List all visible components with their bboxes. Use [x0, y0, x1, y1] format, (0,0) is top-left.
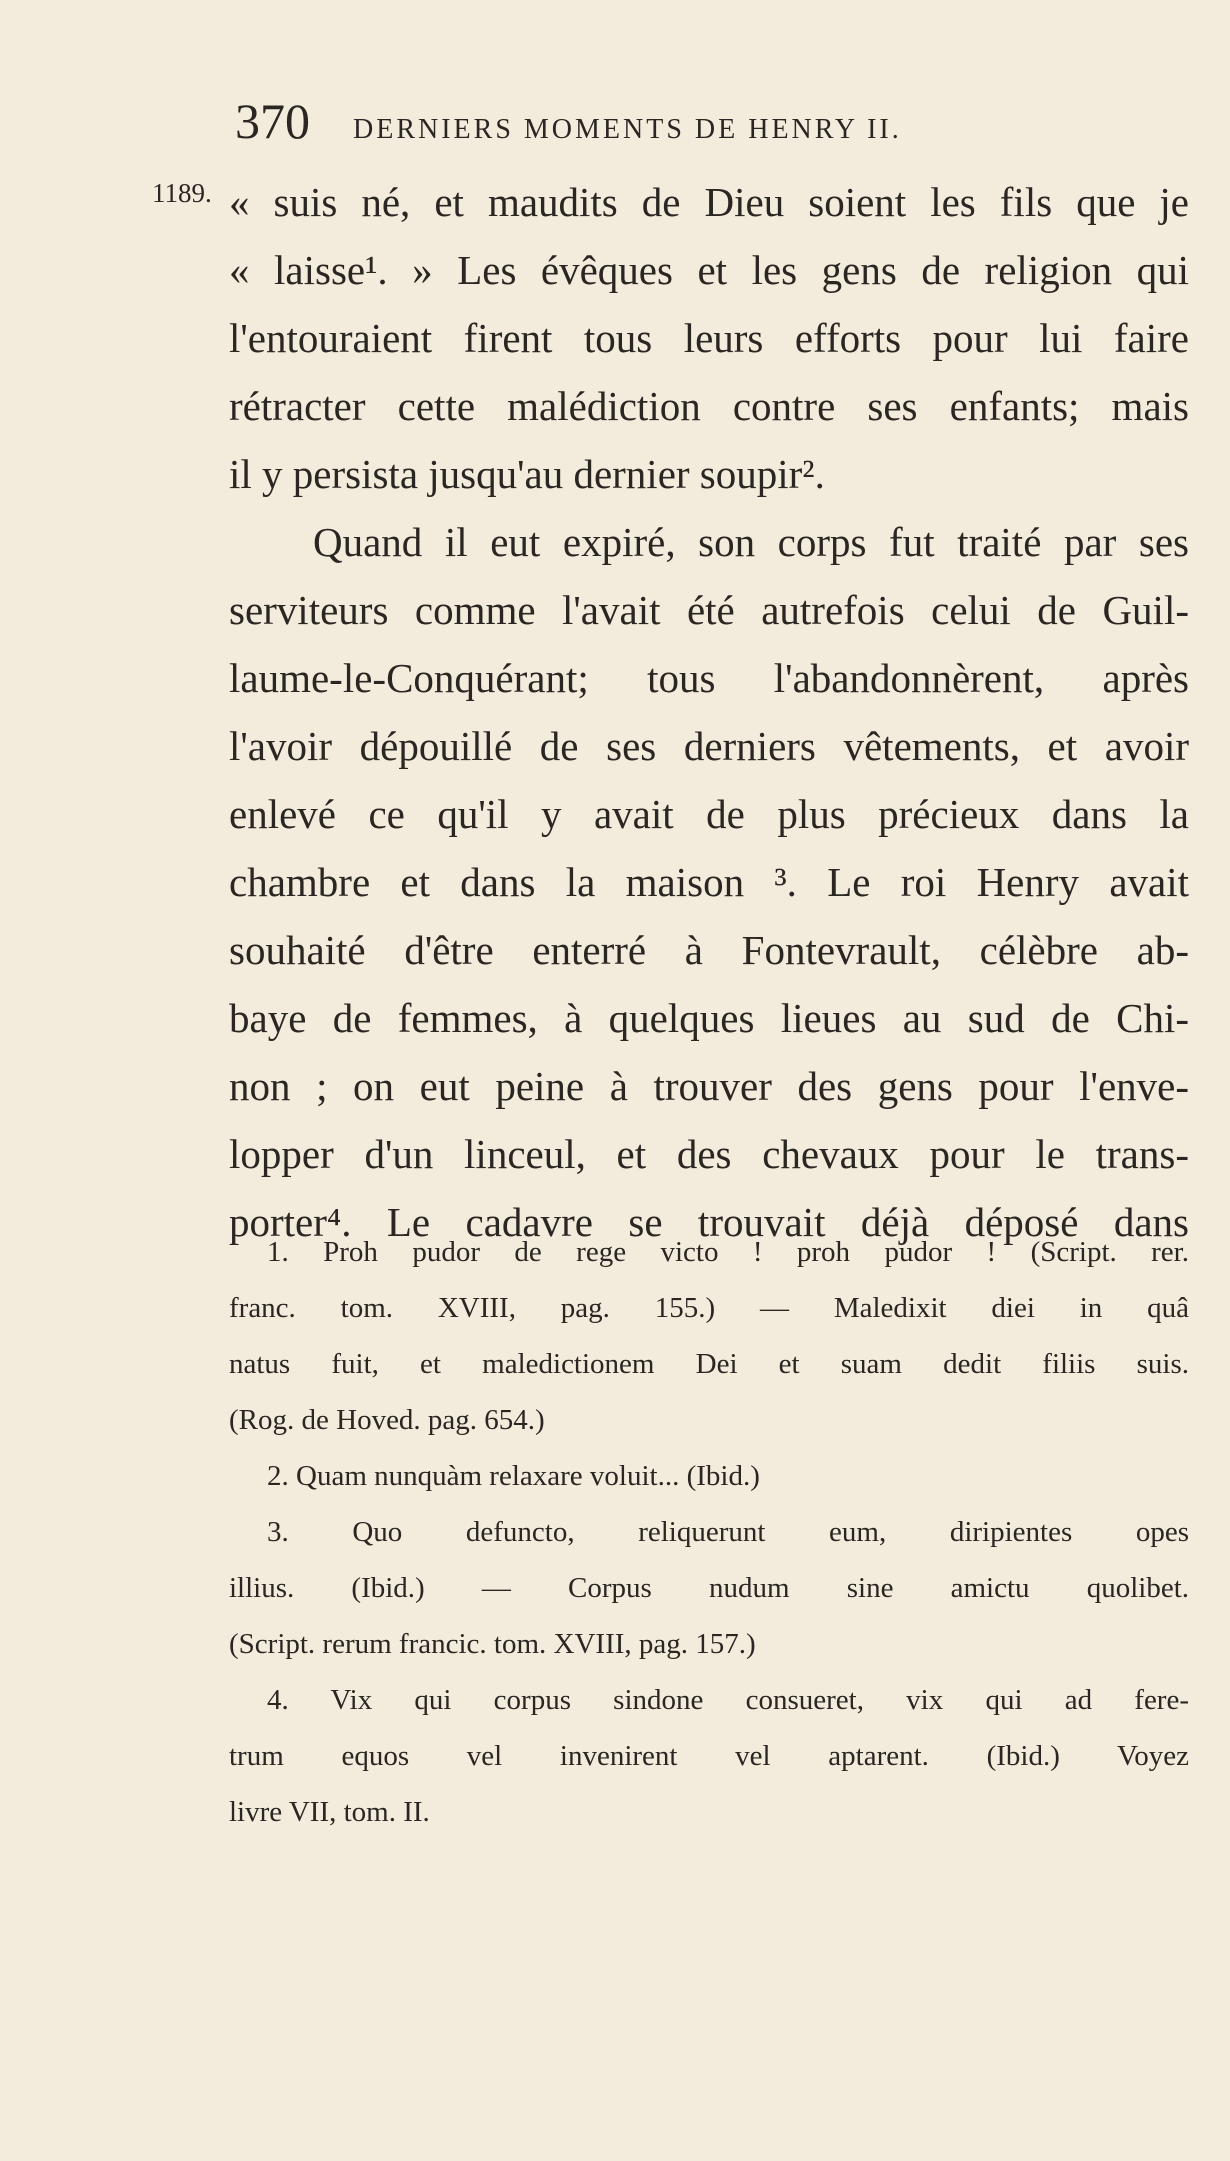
body-line: lopper d'un linceul, et des chevaux pour le trans- [229, 1131, 1189, 1177]
footnote-line: 1. Proh pudor de rege victo ! proh pudor ! (Script. rer. [267, 1236, 1189, 1268]
footnotes [229, 1224, 1189, 1840]
body-line: l'avoir dépouillé de ses derniers vêtements, et avoir [229, 723, 1189, 769]
body-line: serviteurs comme l'avait été autrefois celui de Guil- [229, 587, 1189, 633]
body-line: baye de femmes, à quelques lieues au sud de Chi- [229, 995, 1189, 1041]
footnote-line: illius. (Ibid.) — Corpus nudum sine amictu quolibet. [229, 1572, 1189, 1604]
footnote-line: 2. Quam nunquàm relaxare voluit... (Ibid.) [267, 1460, 760, 1492]
footnote-line: natus fuit, et maledictionem Dei et suam dedit filiis suis. [229, 1348, 1189, 1380]
page-header [235, 92, 1055, 152]
body-line: laume-le-Conquérant; tous l'abandonnèrent, après [229, 655, 1189, 701]
body-text [229, 168, 1189, 1256]
footnote-line: 3. Quo defuncto, reliquerunt eum, diripientes opes [267, 1516, 1189, 1548]
body-line: rétracter cette malédiction contre ses enfants; mais [229, 383, 1189, 429]
footnote-line: trum equos vel invenirent vel aptarent. (Ibid.) Voyez [229, 1740, 1189, 1772]
body-line: souhaité d'être enterré à Fontevrault, célèbre ab- [229, 927, 1189, 973]
footnote-line: (Script. rerum francic. tom. XVIII, pag. 157.) [229, 1628, 756, 1660]
body-line: « suis né, et maudits de Dieu soient les fils que je [229, 179, 1189, 225]
body-line: porter⁴. Le cadavre se trouvait déjà déposé dans [229, 1199, 1189, 1245]
footnote-line: 4. Vix qui corpus sindone consueret, vix qui ad fere- [267, 1684, 1189, 1716]
body-line: « laisse¹. » Les évêques et les gens de religion qui [229, 247, 1189, 293]
body-line: il y persista jusqu'au dernier soupir². [229, 451, 825, 497]
running-title: DERNIERS MOMENTS DE HENRY II. [353, 114, 902, 145]
footnote-line: (Rog. de Hoved. pag. 654.) [229, 1404, 545, 1436]
margin-year: 1189. [152, 178, 212, 208]
body-line: l'entouraient firent tous leurs efforts pour lui faire [229, 315, 1189, 361]
footnote-line: franc. tom. XVIII, pag. 155.) — Maledixit diei in quâ [229, 1292, 1189, 1324]
body-line: enlevé ce qu'il y avait de plus précieux dans la [229, 791, 1189, 837]
page-number: 370 [235, 93, 310, 149]
body-line: non ; on eut peine à trouver des gens pour l'enve- [229, 1063, 1189, 1109]
body-line: Quand il eut expiré, son corps fut traité par ses [313, 519, 1189, 565]
body-line: chambre et dans la maison ³. Le roi Henry avait [229, 859, 1189, 905]
footnote-line: livre VII, tom. II. [229, 1796, 430, 1828]
